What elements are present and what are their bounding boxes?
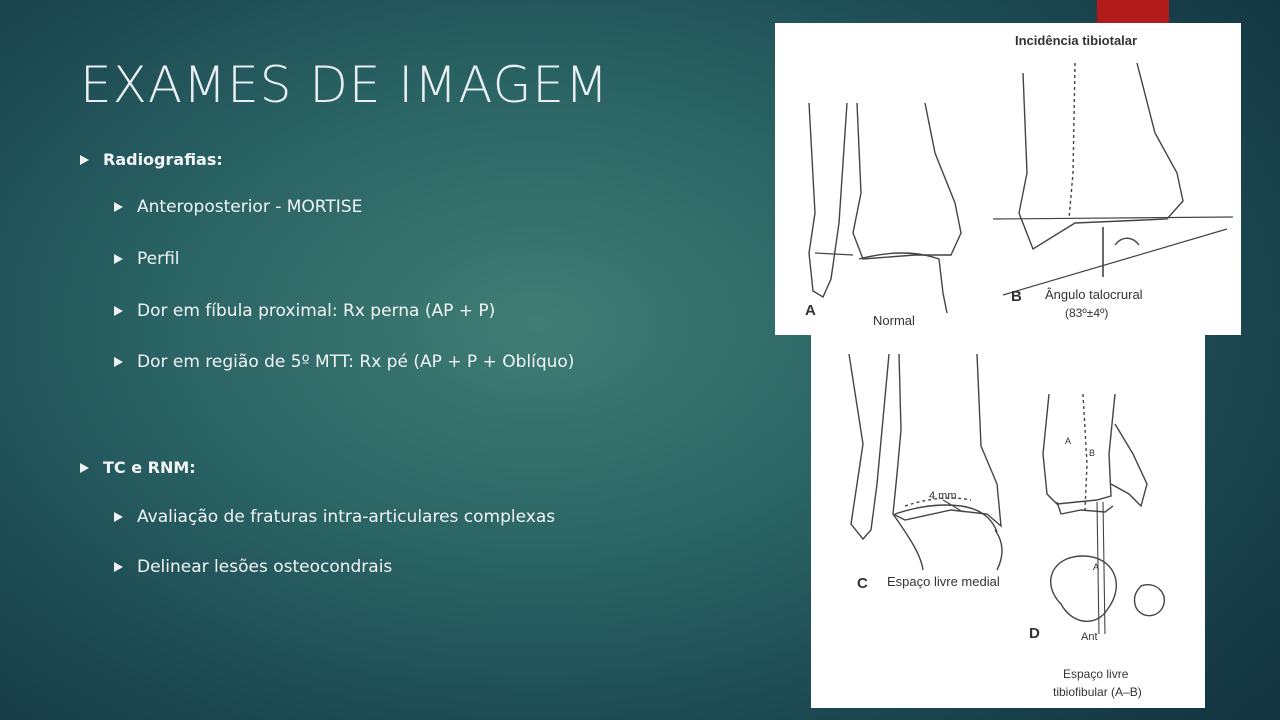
bullet-arrow-icon xyxy=(114,357,123,367)
panel-d-letter: D xyxy=(1029,625,1040,642)
bullet-text: Delinear lesões osteocondrais xyxy=(137,557,393,577)
bullet-arrow-icon xyxy=(114,512,123,522)
bullet-osteocondrais xyxy=(114,557,392,577)
bullet-arrow-icon xyxy=(114,306,123,316)
bullet-fraturas xyxy=(114,507,555,527)
bullet-ap-mortise xyxy=(114,197,362,217)
bullet-5mtt xyxy=(114,352,574,372)
bullet-arrow-icon xyxy=(114,202,123,212)
bullet-text: Radiografias: xyxy=(103,150,223,169)
bullet-text: Avaliação de fraturas intra-articulares complexas xyxy=(137,507,556,527)
panel-a-caption: Normal xyxy=(873,313,915,328)
panel-b-caption: Ângulo talocrural xyxy=(1045,287,1143,302)
mark-a-upper: A xyxy=(1065,436,1072,446)
bullet-tc-rnm xyxy=(80,458,196,477)
mark-b-upper: B xyxy=(1089,448,1096,458)
panel-b-letter: B xyxy=(1011,288,1022,305)
panel-d-caption-2: tibiofibular (A–B) xyxy=(1053,685,1142,699)
bullet-arrow-icon xyxy=(114,254,123,264)
mark-a-lower: A xyxy=(1093,562,1100,572)
panel-c-caption: Espaço livre medial xyxy=(887,574,1000,589)
bullet-perfil xyxy=(114,249,180,269)
figure-bottom-panel xyxy=(811,334,1205,708)
bullet-text: TC e RNM: xyxy=(103,458,196,477)
panel-d-caption-1: Espaço livre xyxy=(1063,667,1129,681)
panel-b-value: (83º±4º) xyxy=(1065,306,1109,320)
accent-tab xyxy=(1097,0,1169,24)
ankle-diagram-ab xyxy=(775,23,1241,335)
bullet-fibula xyxy=(114,301,495,321)
bullet-text: Dor em fíbula proximal: Rx perna (AP + P) xyxy=(137,301,496,321)
figure-top-panel xyxy=(775,23,1241,335)
bullet-radiografias xyxy=(80,150,223,169)
ankle-diagram-cd xyxy=(811,334,1205,708)
bullet-text: Dor em região de 5º MTT: Rx pé (AP + P + Oblíquo) xyxy=(137,352,575,372)
panel-c-letter: C xyxy=(857,575,868,592)
bullet-arrow-icon xyxy=(80,155,89,165)
slide-title: EXAMES DE IMAGEM xyxy=(80,56,610,114)
figure-heading: Incidência tibiotalar xyxy=(1015,33,1138,48)
bullet-text: Perfil xyxy=(137,249,180,269)
bullet-arrow-icon xyxy=(114,562,123,572)
panel-d-ant: Ant xyxy=(1081,631,1098,643)
bullet-arrow-icon xyxy=(80,463,89,473)
panel-a-letter: A xyxy=(805,302,816,319)
measure-4mm: 4 mm xyxy=(929,490,957,502)
bullet-text: Anteroposterior - MORTISE xyxy=(137,197,363,217)
